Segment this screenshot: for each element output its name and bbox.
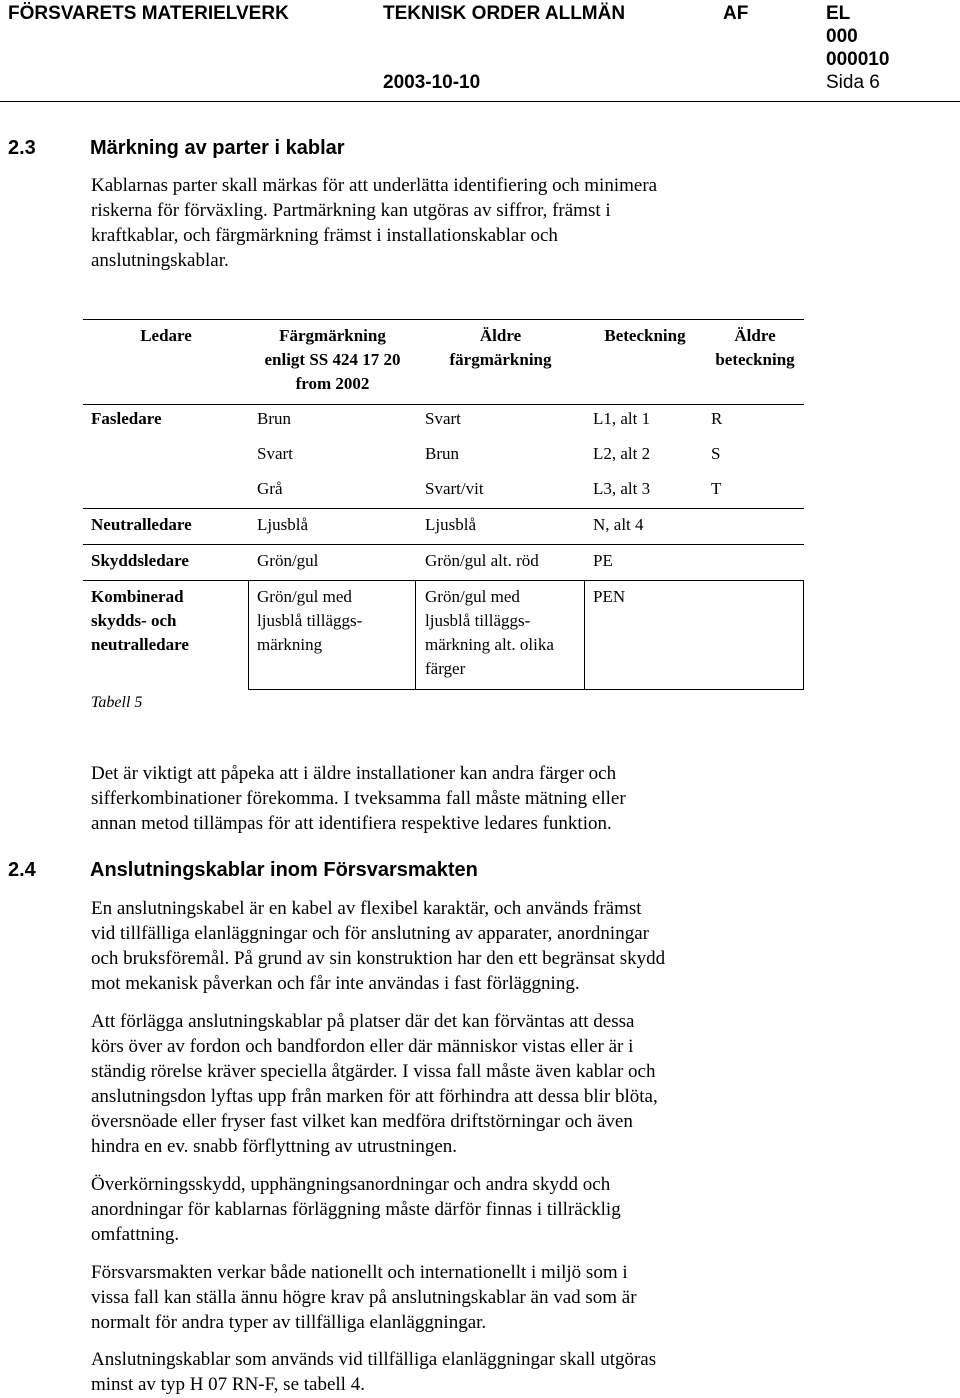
text-line: och bruksföremål. På grund av sin konstruktion har den ett begränsat skydd [91,948,666,969]
header-date: 2003-10-10 [383,72,481,93]
section-number: 2.3 [8,137,36,159]
header-org: FÖRSVARETS MATERIELVERK [8,3,289,24]
header-doc-type: TEKNISK ORDER ALLMÄN [383,3,626,24]
text-line: anordningar för kablarnas förläggning måste därför finnas i tillräcklig [91,1199,621,1220]
table-cell: N, alt 4 [593,515,644,534]
table-cell: Grön/gul med [425,587,520,606]
table-header-beteckning: Beteckning [604,326,686,345]
text-line: anslutningsdon lyftas upp från marken för att förhindra att dessa blir blöta, [91,1086,658,1107]
text-line: kraftkablar, och färgmärkning främst i installationskablar och [91,225,558,246]
text-line: En anslutningskabel är en kabel av flexibel karaktär, och används främst [91,898,642,919]
header-code-num1: 000 [826,26,858,47]
text-line: Att förlägga anslutningskablar på platser där det kan förväntas att dessa [91,1011,635,1032]
table-cell: L1, alt 1 [593,409,651,428]
intro-paragraph [91,173,871,273]
table-cell: ljusblå tilläggs- [425,611,531,630]
table-divider [584,580,585,689]
section-title: Anslutningskablar inom Försvarsmakten [90,859,478,881]
paragraph [91,1347,871,1397]
text-line: vissa fall kan ställa ännu högre krav på anslutningskablar än vad som är [91,1287,637,1308]
text-line: riskerna för förväxling. Partmärkning kan utgöras av siffror, främst i [91,200,611,221]
header-code-el: EL [826,3,851,24]
table-cell: Brun [425,444,459,463]
table-cell: L2, alt 2 [593,444,651,463]
text-line: sifferkombinationer förekomma. I tveksamma fall måste mätning eller [91,788,626,809]
table-row-label-fasledare: Fasledare [91,409,162,428]
table-border-right [803,580,804,689]
paragraph [91,1009,871,1159]
text-line: anslutningskablar. [91,250,229,271]
table-header-fargmarkning: from 2002 [295,374,370,393]
table-cell: Grå [257,479,283,498]
table-row-label-kombinerad: neutralledare [91,635,189,654]
table-cell: T [711,479,722,498]
table-header-aldre-beteckning: beteckning [715,350,795,369]
table-cell: ljusblå tilläggs- [257,611,363,630]
text-line: Försvarsmakten verkar både nationellt och internationellt i miljö som i [91,1262,628,1283]
table-divider [415,580,416,689]
text-line: översnöade eller fryser fast vilket kan medföra driftstörningar och även [91,1111,633,1132]
table-cell: Grön/gul [257,551,319,570]
note-paragraph [91,761,871,836]
table-border-top [83,319,804,320]
text-line: Anslutningskablar som används vid tillfälliga elanläggningar skall utgöras [91,1349,657,1370]
section-heading-2-3 [8,136,345,160]
paragraph [91,1260,871,1335]
table-cell: märkning [257,635,323,654]
table-cell: märkning alt. olika [425,635,554,654]
table-cell: Ljusblå [425,515,476,534]
text-line: normalt för andra typer av tillfälliga elanläggningar. [91,1312,487,1333]
text-line: vid tillfälliga elanläggningar och för anslutning av apparater, anordningar [91,923,649,944]
table-cell: PEN [593,587,626,606]
section-number: 2.4 [8,859,36,881]
text-line: Det är viktigt att påpeka att i äldre installationer kan andra färger och [91,763,617,784]
header-code-af: AF [723,3,749,24]
table-header-ledare: Ledare [140,326,192,345]
table-divider [248,580,249,689]
paragraph [91,1172,871,1247]
text-line: mot mekanisk påverkan och får inte användas i fast förläggning. [91,973,580,994]
table-row-label-neutralledare: Neutralledare [91,515,192,534]
table-cell: Brun [257,409,291,428]
text-line: omfattning. [91,1224,180,1245]
table-cell: S [711,444,721,463]
table-cell: Svart [257,444,293,463]
table-row-rule [83,580,804,581]
table-header-aldre-fargmarkning: färgmärkning [449,350,552,369]
table-row-label-kombinerad: Kombinerad [91,587,184,606]
text-line: körs över av fordon och bandfordon eller där människor vistas eller är i [91,1036,634,1057]
paragraph [91,896,871,996]
header-code-num2: 000010 [826,49,890,70]
header-page: Sida 6 [826,72,880,93]
text-line: ständig rörelse kräver speciella åtgärder. I vissa fall måste även kablar och [91,1061,656,1082]
section-title: Märkning av parter i kablar [90,137,345,159]
table-header-aldre-fargmarkning: Äldre [479,326,522,345]
table-header-fargmarkning: Färgmärkning [279,326,386,345]
table-cell: PE [593,551,613,570]
table-header-rule [83,404,804,405]
section-heading-2-4 [8,858,478,882]
table-row-rule [83,544,804,545]
table-row-label-skyddsledare: Skyddsledare [91,551,189,570]
table-cell: R [711,409,723,428]
text-line: Överkörningsskydd, upphängningsanordningar och andra skydd och [91,1174,611,1195]
table-cell: färger [425,659,466,678]
header-rule [0,101,960,102]
table-cell: Grön/gul med [257,587,352,606]
table-cell: Svart [425,409,461,428]
table-caption: Tabell 5 [91,694,143,711]
text-line: annan metod tillämpas för att identifiera respektive ledares funktion. [91,813,612,834]
table-cell: Ljusblå [257,515,308,534]
table-header-aldre-beteckning: Äldre [734,326,776,345]
table-cell: Svart/vit [425,479,484,498]
text-line: minst av typ H 07 RN-F, se tabell 4. [91,1374,365,1395]
table-border-bottom [248,689,804,690]
table-header-fargmarkning: enligt SS 424 17 20 [264,350,401,369]
table-cell: L3, alt 3 [593,479,651,498]
table-row-rule [83,508,804,509]
table-row-label-kombinerad: skydds- och [91,611,177,630]
text-line: hindra en ev. snabb förflyttning av utrustningen. [91,1136,458,1157]
table-cell: Grön/gul alt. röd [425,551,539,570]
text-line: Kablarnas parter skall märkas för att underlätta identifiering och minimera [91,175,658,196]
